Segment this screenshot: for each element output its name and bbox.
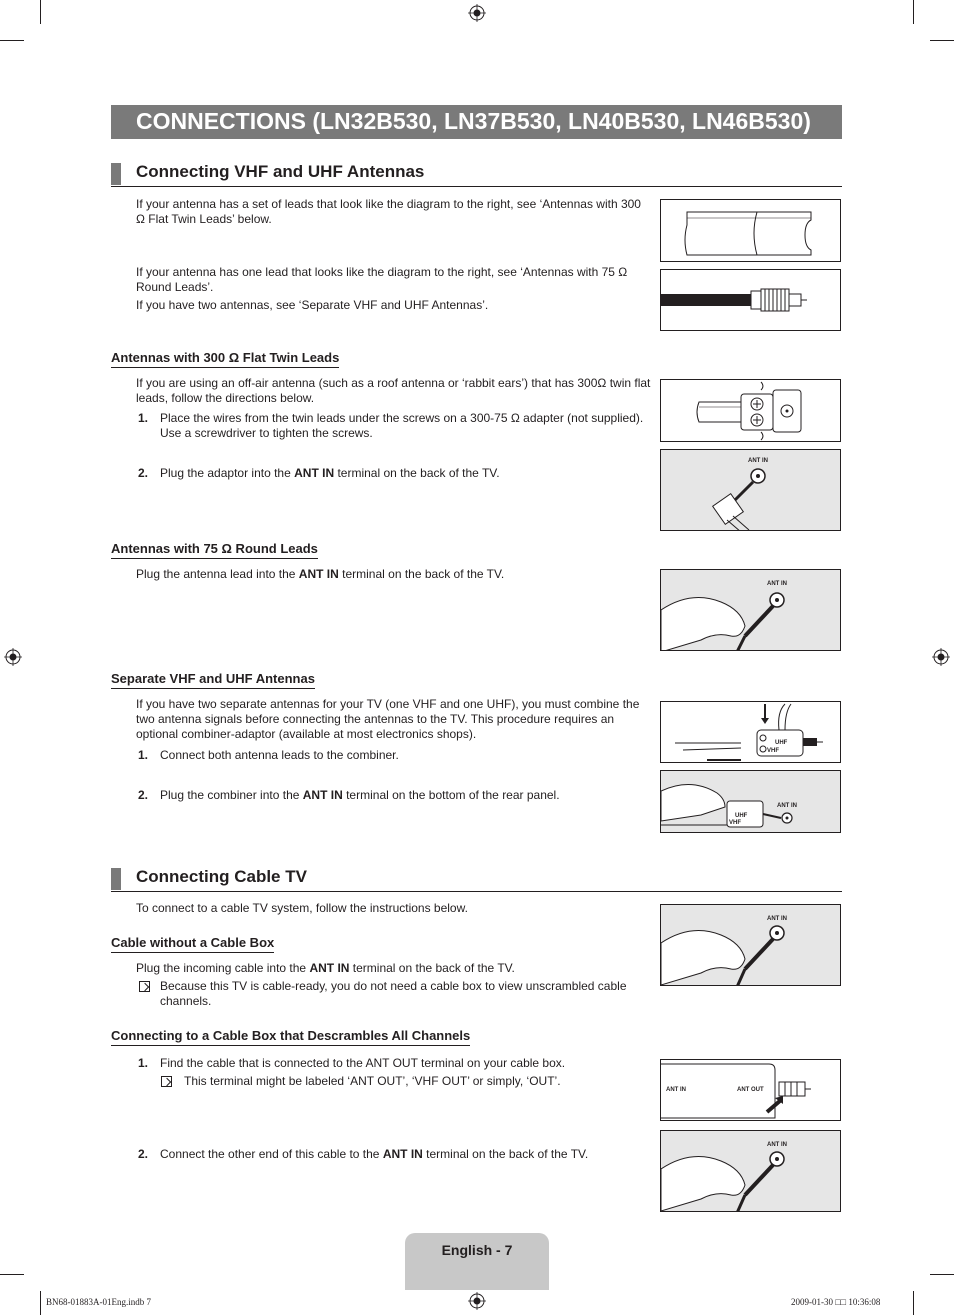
terminal-name: ANT IN <box>302 788 343 802</box>
crop-mark <box>40 0 41 24</box>
subheading-cable-box: Connecting to a Cable Box that Descrambles All Channels <box>111 1028 470 1046</box>
section-heading-cable <box>111 867 842 892</box>
subheading-round-leads: Antennas with 75 Ω Round Leads <box>111 541 318 559</box>
page-title-bar <box>111 105 842 139</box>
step-text: Connect both antenna leads to the combiner. <box>160 748 399 762</box>
step-text-part: terminal on the back of the TV. <box>334 466 500 480</box>
registration-mark-icon <box>4 648 22 666</box>
crop-mark <box>913 0 914 24</box>
step-text-part: Plug the combiner into the <box>160 788 303 802</box>
page-number-tab <box>405 1233 549 1290</box>
figure-adapter-ant-in <box>660 449 841 531</box>
subheading-separate-antennas: Separate VHF and UHF Antennas <box>111 671 315 689</box>
note-text: Because this TV is cable-ready, you do not need a cable box to view unscrambled cable channels. <box>160 979 627 1008</box>
section-heading-antennas <box>111 162 842 187</box>
page-title: CONNECTIONS (LN32B530, LN37B530, LN40B530, LN46B530) <box>136 108 811 134</box>
paragraph <box>136 961 651 976</box>
text-part: terminal on the back of the TV. <box>338 567 505 581</box>
subheading-flat-twin-leads: Antennas with 300 Ω Flat Twin Leads <box>111 350 339 368</box>
ant-in-label: ANT IN <box>767 916 787 922</box>
figure-cable-box <box>660 1059 841 1121</box>
ant-in-label: ANT IN <box>767 581 787 587</box>
intro-paragraph: If you have two antennas, see ‘Separate VHF and UHF Antennas’. <box>136 298 489 312</box>
step-number: 1. <box>138 748 149 762</box>
step-text <box>160 788 650 803</box>
section-marker <box>111 163 121 185</box>
registration-mark-icon <box>468 4 486 22</box>
step-number: 1. <box>138 1056 149 1070</box>
terminal-name: ANT IN <box>309 961 350 975</box>
figure-hand-plug-ant-in <box>660 569 841 651</box>
ant-in-label: ANT IN <box>767 1142 787 1148</box>
terminal-name: ANT IN <box>382 1147 423 1161</box>
step-number: 2. <box>138 466 149 480</box>
step-number: 2. <box>138 788 149 802</box>
page-number: English - 7 <box>441 1242 513 1258</box>
step-text-part: Connect the other end of this cable to the <box>160 1147 383 1161</box>
step-text-part: Plug the adaptor into the <box>160 466 295 480</box>
registration-mark-icon <box>932 648 950 666</box>
paragraph: If you are using an off-air antenna (such as a roof antenna or ‘rabbit ears’) that has 300Ω twin flat leads, follow the directions below. <box>136 376 651 405</box>
step-text <box>160 466 650 481</box>
step-text-part: terminal on the back of the TV. <box>422 1147 589 1161</box>
text-part: Plug the incoming cable into the <box>136 961 310 975</box>
step-number: 1. <box>138 411 149 425</box>
ant-in-label: ANT IN <box>666 1087 686 1093</box>
section-title: Connecting VHF and UHF Antennas <box>136 162 425 181</box>
print-slug-right: 2009-01-30 □□ 10:36:08 <box>791 1297 881 1307</box>
registration-mark-icon <box>468 1292 486 1310</box>
crop-mark <box>0 1274 24 1275</box>
note-icon <box>139 981 150 992</box>
figure-flat-twin-lead <box>660 199 841 262</box>
note-text: This terminal might be labeled ‘ANT OUT’, ‘VHF OUT’ or simply, ‘OUT’. <box>184 1074 561 1088</box>
uhf-label: UHF <box>775 740 788 746</box>
vhf-label: VHF <box>729 820 741 826</box>
ant-out-label: ANT OUT <box>737 1087 764 1093</box>
step-text-part: terminal on the bottom of the rear panel. <box>342 788 560 802</box>
figure-300-75-adapter <box>660 379 841 442</box>
crop-mark <box>930 40 954 41</box>
terminal-name: ANT IN <box>294 466 335 480</box>
paragraph: To connect to a cable TV system, follow the instructions below. <box>136 901 468 915</box>
figure-round-lead <box>660 269 841 331</box>
note-icon <box>161 1076 172 1087</box>
vhf-label: VHF <box>767 748 779 754</box>
figure-hand-plug-ant-in <box>660 904 841 986</box>
crop-mark <box>913 1291 914 1315</box>
step-text <box>160 1147 650 1162</box>
step-number: 2. <box>138 1147 149 1161</box>
intro-paragraph: If your antenna has one lead that looks like the diagram to the right, see ‘Antennas with 75 Ω Round Leads’. <box>136 265 628 294</box>
step-text: Place the wires from the twin leads under the screws on a 300-75 Ω adapter (not supplied). Use a screwdriver to tighten the screws. <box>160 411 644 440</box>
figure-hand-plug-ant-in <box>660 1130 841 1212</box>
uhf-label: UHF <box>735 813 748 819</box>
crop-mark <box>40 1291 41 1315</box>
section-title: Connecting Cable TV <box>136 867 307 886</box>
crop-mark <box>0 40 24 41</box>
paragraph <box>136 567 651 582</box>
figure-combiner <box>660 701 841 763</box>
paragraph: If you have two separate antennas for your TV (one VHF and one UHF), you must combine the two antenna signals before connecting the antennas to the TV. This procedure requires an optional combiner-adaptor (available at most electronics shops). <box>136 697 640 741</box>
subheading-cable-no-box: Cable without a Cable Box <box>111 935 274 953</box>
step-text: Find the cable that is connected to the ANT OUT terminal on your cable box. <box>160 1056 566 1070</box>
figure-combiner-ant-in <box>660 770 841 833</box>
ant-in-label: ANT IN <box>748 458 768 464</box>
section-marker <box>111 868 121 890</box>
print-slug-left: BN68-01883A-01Eng.indb 7 <box>46 1297 151 1307</box>
text-part: Plug the antenna lead into the <box>136 567 299 581</box>
ant-in-label: ANT IN <box>777 803 797 809</box>
terminal-name: ANT IN <box>298 567 339 581</box>
intro-paragraph: If your antenna has a set of leads that look like the diagram to the right, see ‘Antennas with 300 Ω Flat Twin Leads’ below. <box>136 197 641 226</box>
text-part: terminal on the back of the TV. <box>349 961 515 975</box>
crop-mark <box>930 1274 954 1275</box>
